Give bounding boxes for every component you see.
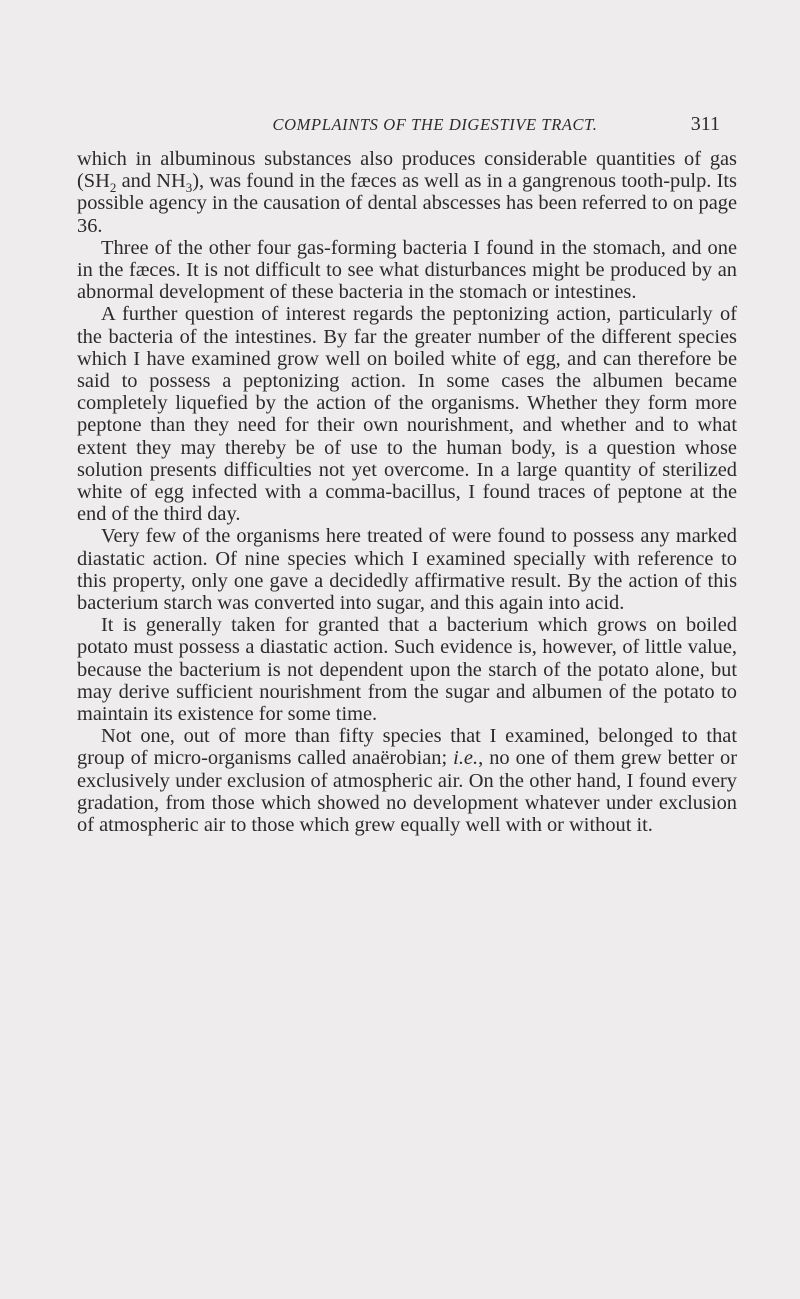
paragraph-6-text-b: , no one of them grew better or exclusively under exclusion of atmospheric air. On the other hand, I found every gradation, from those which showed no development whatever under exclusion of atmospheric air to those which grew equally well with or without it. [77, 747, 737, 837]
paragraph-5: It is generally taken for granted that a bacterium which grows on boiled potato must possess a diastatic action. Such evidence is, however, of little value, because the bacterium is not dependent upon the starch of the potato alone, but may derive sufficient nourishment from the sugar and albumen of the potato to maintain its existence for some time. [77, 614, 737, 726]
subscript-3: 3 [185, 180, 193, 196]
page-number: 311 [690, 113, 720, 135]
subscript-2: 2 [109, 180, 117, 196]
paragraph-3: A further question of interest regards the peptonizing action, particularly of the bacteria of the intestines. By far the greater number of the different species which I have examined grow well on boiled white of egg, and can therefore be said to possess a peptonizing action. In some cases the albumen became completely liquefied by the action of the organisms. Whether they form more peptone than they need for their own nourishment, and whether and to what extent they may thereby be of use to the human body, is a question whose solution presents difficulties not yet overcome. In a large quantity of sterilized white of egg infected with a comma-bacillus, I found traces of peptone at the end of the third day. [77, 303, 737, 526]
body-text [77, 148, 737, 836]
paragraph-1-text-a: which in albuminous substances also produces considerable quantities of gas (SH [77, 148, 737, 193]
paragraph-6-text-a: Not one, out of more than fifty species that I examined, belonged to that group of micro-organisms called anaërobian; [77, 725, 737, 770]
paragraph-2: Three of the other four gas-forming bacteria I found in the stomach, and one in the fæces. It is not difficult to see what disturbances might be produced by an abnormal development of these bacteria in the stomach or intestines. [77, 236, 737, 304]
paragraph-1 [77, 148, 737, 237]
ie-abbreviation: i.e. [453, 747, 479, 770]
paragraph-6 [77, 725, 737, 836]
paragraph-1-text-c: ), was found in the fæces as well as in a gangrenous tooth-pulp. Its possible agency in the causation of dental abscesses has been referred to on page 36. [77, 170, 737, 237]
paragraph-4: Very few of the organisms here treated of were found to possess any marked diastatic action. Of nine species which I examined specially with reference to this property, only one gave a decidedly affirmative result. By the action of this bacterium starch was converted into sugar, and this again into acid. [77, 525, 737, 615]
running-title: COMPLAINTS OF THE DIGESTIVE TRACT. [272, 115, 598, 134]
paragraph-1-text-b: and NH [116, 170, 186, 193]
running-head [150, 115, 720, 145]
